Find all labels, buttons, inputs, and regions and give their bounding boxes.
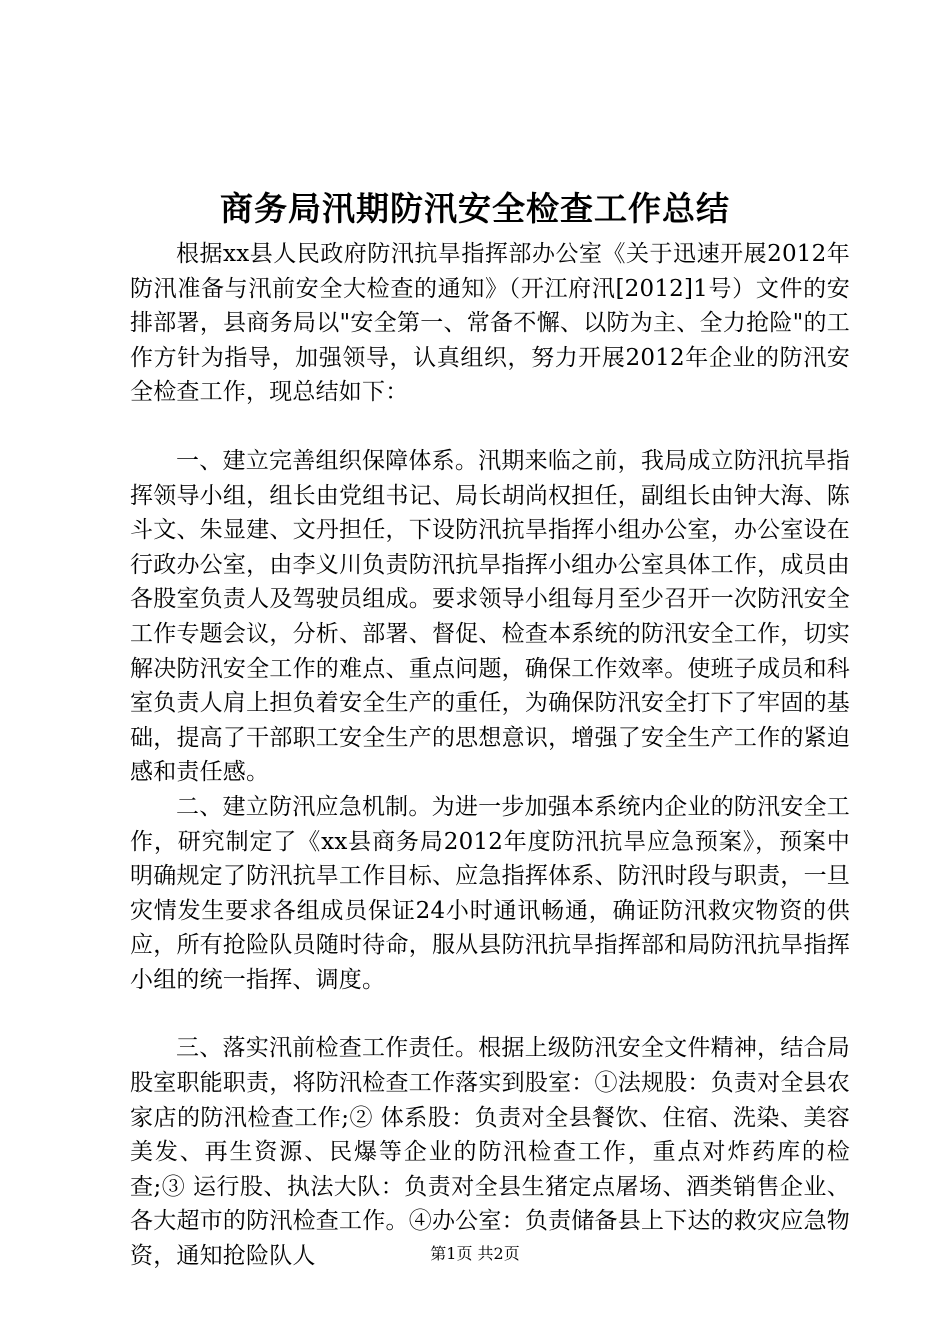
paragraph-spacer — [130, 410, 850, 444]
paragraph-section-1: 一、建立完善组织保障体系。汛期来临之前，我局成立防汛抗旱指挥领导小组，组长由党组书记、局长胡尚权担任，副组长由钟大海、陈斗文、朱显建、文丹担任，下设防汛抗旱指挥小组办公室，办公室设在行政办公室，由李义川负责防汛抗旱指挥小组办公室具体工作，成员由各股室负责人及驾驶员组成。要求领导小组每月至少召开一次防汛安全工作专题会议，分析、部署、督促、检查本系统的防汛安全工作，切实解决防汛安全工作的难点、重点问题，确保工作效率。使班子成员和科室负责人肩上担负着安全生产的重任，为确保防汛安全打下了牢固的基础，提高了干部职工安全生产的思想意识，增强了安全生产工作的紧迫感和责任感。 — [130, 447, 850, 786]
page-number-footer: 第1页 共2页 — [430, 1244, 520, 1263]
paragraph-intro: 根据xx县人民政府防汛抗旱指挥部办公室《关于迅速开展2012年防汛准备与汛前安全大检查的通知》（开江府汛[2012]1号）文件的安排部署，县商务局以"安全第一、常备不懈、以防为主、全力抢险"的工作方针为指导，加强领导，认真组织，努力开展2012年企业的防汛安全检查工作，现总结如下： — [130, 241, 850, 406]
document-title: 商务局汛期防汛安全检查工作总结 — [220, 189, 730, 228]
paragraph-section-2: 二、建立防汛应急机制。为进一步加强本系统内企业的防汛安全工作，研究制定了《xx县商务局2012年度防汛抗旱应急预案》，预案中明确规定了防汛抗旱工作目标、应急指挥体系、防汛时段与职责，一旦灾情发生要求各组成员保证24小时通讯畅通，确证防汛救灾物资的供应，所有抢险队员随时待命，服从县防汛抗旱指挥部和局防汛抗旱指挥小组的统一指挥、调度。 — [130, 793, 850, 993]
document-body — [130, 237, 850, 1274]
paragraph-spacer — [130, 997, 850, 1031]
paragraph-section-3: 三、落实汛前检查工作责任。根据上级防汛安全文件精神，结合局股室职能职责，将防汛检查工作落实到股室：①法规股：负责对全县农家店的防汛检查工作;② 体系股：负责对全县餐饮、住宿、洗染、美容美发、再生资源、民爆等企业的防汛检查工作，重点对炸药库的检查;③ 运行股、执法大队：负责对全县生猪定点屠场、酒类销售企业、各大超市的防汛检查工作。④办公室：负责储备县上下达的救灾应急物资，通知抢险队人 — [130, 1035, 850, 1270]
